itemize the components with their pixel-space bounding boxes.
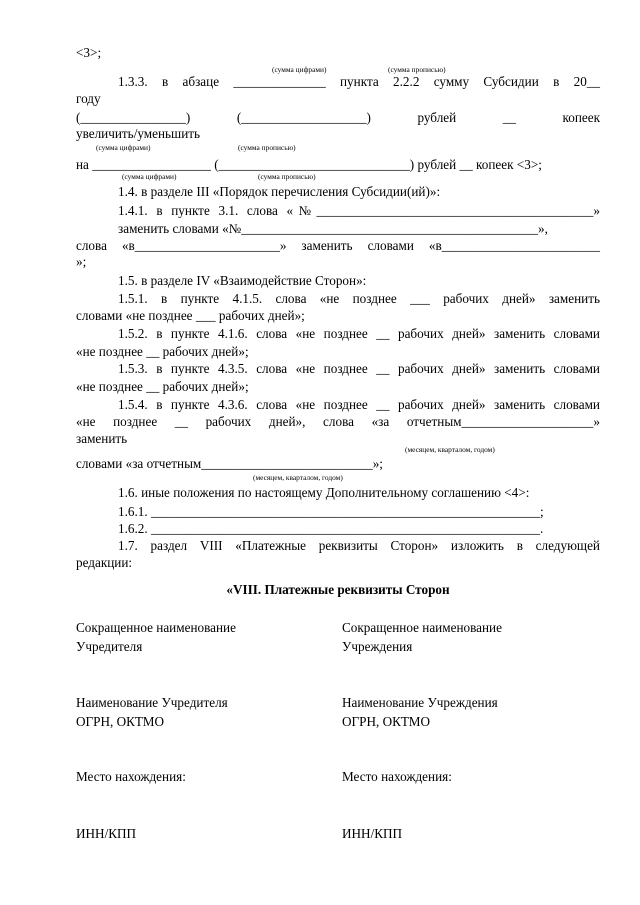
institution-short-name-cont: Учреждения (342, 639, 413, 654)
text-line: 1.3.3. в абзаце ______________ пункта 2.2.2 сумму Субсидии в 20__ (118, 74, 600, 89)
text-line: году (76, 91, 101, 106)
text-line: »; (76, 254, 87, 269)
text-line: 1.6.1. ___________________________________________________________; (118, 504, 544, 519)
text-line: редакции: (76, 555, 133, 570)
text-line: заменить словами «№_____________________________________________», (118, 221, 548, 236)
text-line: 1.5.1. в пункте 4.1.5. слова «не позднее ___ рабочих дней» заменить (118, 291, 600, 306)
text-line: словами «не позднее ___ рабочих дней»; (76, 308, 305, 323)
section-title: «VIII. Платежные реквизиты Сторон (226, 582, 450, 597)
caption: (месяцем, кварталом, годом) (253, 473, 343, 482)
caption: (сумма прописью) (238, 143, 296, 152)
text-line: «не позднее __ рабочих дней», слова «за отчетным____________________» (76, 414, 600, 429)
founder-details (76, 618, 236, 656)
text-line: 1.5.2. в пункте 4.1.6. слова «не позднее __ рабочих дней» заменить словами (118, 326, 600, 341)
caption: (сумма цифрами) (122, 172, 177, 181)
institution-name: Наименование Учреждения (342, 695, 498, 710)
founder-name: Наименование Учредителя (76, 695, 228, 710)
founder-ogrn: ОГРН, ОКТМО (76, 714, 165, 729)
founder-short-name-cont: Учредителя (76, 639, 143, 654)
text-line: увеличить/уменьшить (76, 126, 201, 141)
text-line: заменить (76, 431, 128, 446)
caption: (сумма цифрами) (272, 65, 327, 74)
text-line: 1.4. в разделе III «Порядок перечисления Субсидии(ий)»: (118, 184, 441, 199)
text-line: 1.5.3. в пункте 4.3.5. слова «не позднее __ рабочих дней» заменить словами (118, 361, 600, 376)
text-line: <3>; (76, 45, 102, 60)
founder-location: Место нахождения: (76, 769, 186, 784)
text-line: 1.5.4. в пункте 4.3.6. слова «не позднее __ рабочих дней» заменить словами (118, 397, 600, 412)
text-line: слова «в______________________» заменить словами «в________________________ (76, 238, 600, 253)
text-line: словами «за отчетным__________________________»; (76, 456, 383, 471)
caption: (сумма прописью) (388, 65, 446, 74)
text-line: 1.5. в разделе IV «Взаимодействие Сторон»: (118, 273, 367, 288)
founder-short-name: Сокращенное наименование (76, 620, 236, 635)
caption: (месяцем, кварталом, годом) (405, 445, 495, 454)
institution-short-name: Сокращенное наименование (342, 620, 502, 635)
text-line: (________________) (___________________) рублей __ копеек (76, 110, 600, 125)
institution-location: Место нахождения: (342, 769, 452, 784)
founder-inn: ИНН/КПП (76, 826, 137, 841)
text-line: 1.6. иные положения по настоящему Дополнительному соглашению <4>: (118, 485, 530, 500)
founder-name-block (76, 693, 228, 731)
institution-inn: ИНН/КПП (342, 826, 403, 841)
caption: (сумма цифрами) (96, 143, 151, 152)
text-line: на __________________ (_____________________________) рублей __ копеек <3>; (76, 157, 542, 172)
text-line: 1.4.1. в пункте 3.1. слова «№__________________________________________» (118, 203, 600, 218)
caption: (сумма прописью) (258, 172, 316, 181)
institution-name-block (342, 693, 498, 731)
text-line: «не позднее __ рабочих дней»; (76, 379, 249, 394)
institution-details (342, 618, 502, 656)
text-line: «не позднее __ рабочих дней»; (76, 344, 249, 359)
text-line: 1.7. раздел VIII «Платежные реквизиты Сторон» изложить в следующей (118, 538, 600, 553)
text-line: 1.6.2. ___________________________________________________________. (118, 521, 544, 536)
institution-ogrn: ОГРН, ОКТМО (342, 714, 431, 729)
